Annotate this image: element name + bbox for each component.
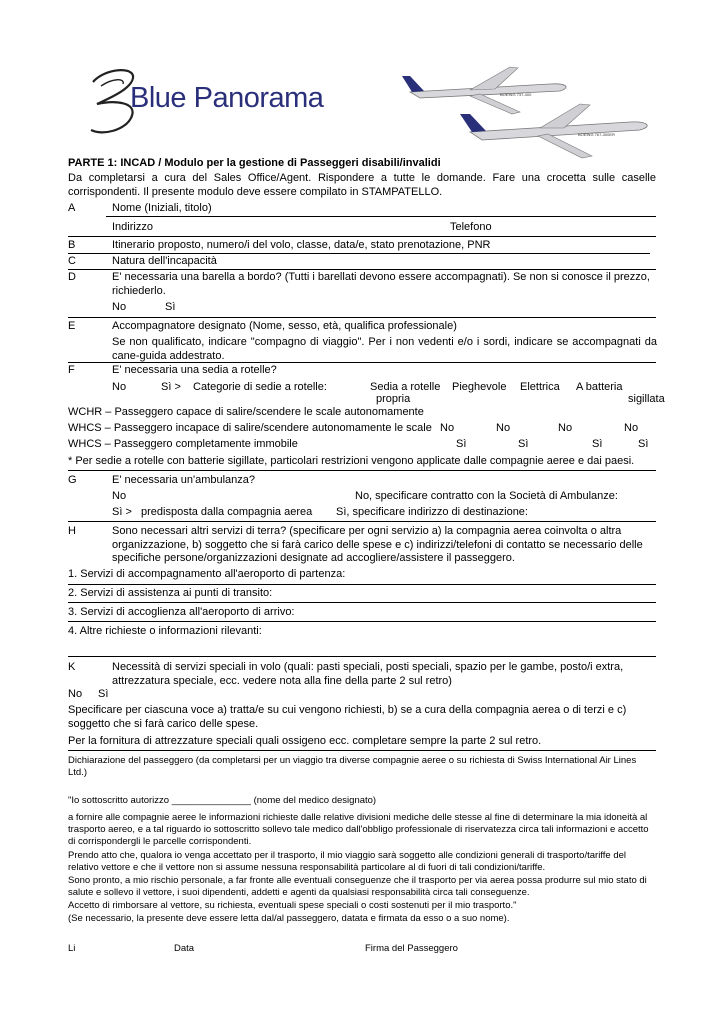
electric-option[interactable]: Elettrica — [520, 381, 560, 393]
own-wheelchair-option-line2: propria — [376, 393, 411, 405]
wchc-label: WHCS – Passeggero completamente immobile — [68, 438, 298, 450]
other-requests-label: 4. Altre richieste o informazioni rilevanti: — [68, 625, 262, 637]
wchc-si-col4[interactable]: Sì — [638, 438, 649, 450]
divider — [68, 750, 656, 751]
inflight-no-option[interactable]: No — [68, 688, 83, 700]
transit-services-label: 2. Servizi di assistenza ai punti di transito: — [68, 587, 273, 599]
section-letter-e: E — [68, 320, 76, 332]
date-label: Data — [174, 943, 195, 954]
form-title: PARTE 1: INCAD / Modulo per la gestione di Passeggeri disabili/invalidi — [68, 157, 441, 169]
wheelchair-no-option[interactable]: No — [112, 381, 127, 393]
transit-services-line[interactable] — [68, 602, 656, 603]
departure-services-line[interactable] — [68, 584, 656, 585]
name-label: Nome (Iniziali, titolo) — [112, 202, 212, 214]
wheelchair-label: E' necessaria una sedia a rotelle? — [112, 364, 277, 376]
wheelchair-categories-label: Categorie di sedie a rotelle: — [193, 381, 327, 393]
phone-label: Telefono — [450, 221, 492, 233]
declaration-authorize: "Io sottoscritto autorizzo _______________ (nome del medico designato) — [68, 795, 377, 806]
section-letter-h: H — [68, 525, 76, 537]
airplane-icon — [460, 96, 660, 166]
stretcher-no-option[interactable]: No — [112, 301, 127, 313]
declaration-paragraph-3: Sono pronto, a mio rischio personale, a far fronte alle eventuali conseguenze che il trasporto per via aerea possa produrre sul mio stato di salute e sollevo il vettore, i suoi dipendenti, addetti e agenti da qualsiasi responsabilità circa tali conseguenze. — [68, 875, 647, 898]
escort-label: Accompagnatore designato (Nome, sesso, età, qualifica professionale) — [112, 320, 457, 332]
stretcher-si-option[interactable]: Sì — [165, 301, 176, 313]
divider — [68, 470, 656, 471]
ambulance-destination-label: Sì, specificare indirizzo di destinazione: — [336, 506, 528, 518]
folding-option[interactable]: Pieghevole — [452, 381, 507, 393]
section-letter-d: D — [68, 271, 76, 283]
own-wheelchair-option[interactable]: Sedia a rotelle — [370, 381, 441, 393]
signature-label: Firma del Passeggero — [365, 943, 458, 954]
section-letter-a: A — [68, 202, 76, 214]
stretcher-label: E' necessaria una barella a bordo? (Tutti i barellati devono essere accompagnati). Se non si conosce il prezzo, richiederlo. — [112, 271, 650, 297]
ambulance-contract-label: No, specificare contratto con la Società di Ambulanze: — [355, 490, 618, 502]
sealed-battery-option[interactable]: A batteria — [576, 381, 623, 393]
whcs-no-col3[interactable]: No — [558, 422, 573, 434]
inflight-services-label: Necessità di servizi speciali in volo (quali: pasti speciali, posti speciali, spazio per le gambe, posto/i extra, attrezzatura speciale, ecc. vedere nota alla fine della parte 2 sul retro) — [112, 661, 624, 687]
departure-services-label: 1. Servizi di accompagnamento all'aeroporto di partenza: — [68, 568, 346, 580]
sealed-battery-option-line2: sigillata — [628, 393, 665, 405]
inflight-specify-note: Specificare per ciascuna voce a) tratta/e su cui vengono richiesti, b) se a cura della compagnia aerea o di terzi e c) soggetto che si farà carico delle spese. — [68, 704, 627, 730]
whcs-no-col4[interactable]: No — [624, 422, 639, 434]
declaration-paragraph-5: (Se necessario, la presente deve essere letta dal/al passeggero, datata e firmata da esso o a suo nome). — [68, 913, 510, 924]
wchc-si-col1[interactable]: Sì — [456, 438, 467, 450]
address-label: Indirizzo — [112, 221, 153, 233]
sealed-battery-note: * Per sedie a rotelle con batterie sigillate, particolari restrizioni vengono applicate dalle compagnie aeree e dai paesi. — [68, 455, 635, 467]
whcs-no-col2[interactable]: No — [496, 422, 511, 434]
name-field-line[interactable] — [106, 216, 656, 217]
svg-text:BOEING 737-400: BOEING 737-400 — [500, 92, 532, 97]
divider — [68, 269, 656, 270]
wchc-si-col3[interactable]: Sì — [592, 438, 603, 450]
divider — [68, 521, 656, 522]
place-label: Li — [68, 943, 76, 954]
divider — [68, 317, 656, 318]
divider — [68, 253, 650, 254]
section-letter-f: F — [68, 364, 75, 376]
arrival-services-line[interactable] — [68, 621, 656, 622]
disability-label: Natura dell'incapacità — [112, 255, 217, 267]
whcs-label: WHCS – Passeggero incapace di salire/scendere autonomamente le scale — [68, 422, 432, 434]
ground-services-label: Sono necessari altri servizi di terra? (specificare per ogni servizio a) la compagnia aerea coinvolta o altra organizzazione, b) soggetto che si farà carico delle spese e c) indirizzi/telefoni di contatto se necessario delle specifiche persone/organizzazioni designate ad accogliere/assistere il passeggero. — [112, 525, 643, 564]
inflight-si-option[interactable]: Sì — [98, 688, 109, 700]
wheelchair-si-option[interactable]: Sì > — [161, 381, 181, 393]
other-requests-line[interactable] — [68, 656, 656, 657]
brand-name: Blue Panorama — [130, 82, 324, 114]
declaration-paragraph-2: Prendo atto che, qualora io venga accettato per il trasporto, il mio viaggio sarà soggetto alle condizioni generali di trasporto/tariffe del relativo vettore e che il vettore non si assume nessuna responsabilità particolare al di fuori di tali condizioni/tariffe. — [68, 850, 627, 873]
declaration-paragraph-4: Accetto di rimborsare al vettore, su richiesta, eventuali spese speciali o costi sostenuti per il mio trasporto." — [68, 900, 517, 911]
divider — [68, 236, 656, 237]
equipment-note: Per la fornitura di attrezzature speciali quali ossigeno ecc. completare sempre la parte 2 sul retro. — [68, 735, 542, 747]
ambulance-airline-label: predisposta dalla compagnia aerea — [141, 506, 313, 518]
section-letter-k: K — [68, 661, 76, 673]
logo — [70, 60, 660, 160]
declaration-title: Dichiarazione del passeggero (da completarsi per un viaggio tra diverse compagnie aeree o su richiesta di Swiss International Air Lines Ltd.) — [68, 755, 637, 778]
form-intro: Da completarsi a cura del Sales Office/Agent. Rispondere a tutte le domande. Fare una crocetta sulle caselle corrispondenti. Il presente modulo deve essere compilato in STAMPATELLO. — [68, 172, 656, 198]
wchc-si-col2[interactable]: Sì — [518, 438, 529, 450]
ambulance-si-option[interactable]: Sì > — [112, 506, 132, 518]
whcs-no-col1[interactable]: No — [440, 422, 455, 434]
ambulance-no-option[interactable]: No — [112, 490, 127, 502]
itinerary-label: Itinerario proposto, numero/i del volo, classe, data/e, stato prenotazione, PNR — [112, 239, 491, 251]
ambulance-label: E' necessaria un'ambulanza? — [112, 474, 256, 486]
escort-note: Se non qualificato, indicare "compagno di viaggio". Per i non vedenti e/o i sordi, indicare se accompagnati da cane-guida addestrato. — [112, 336, 657, 362]
declaration-paragraph-1: a fornire alle compagnie aeree le informazioni richieste dalle relative divisioni mediche delle stesse al fine di determinare la mia idoneità al trasporto aereo, e a tal riguardo io sottoscritto sollevo tale medico dall'obbligo professionale di riservatezza circa tali informazioni e accetto di corrispondergli le parcelle corrispondenti. — [68, 812, 649, 847]
section-letter-g: G — [68, 474, 77, 486]
wchr-label: WCHR – Passeggero capace di salire/scendere le scale autonomamente — [68, 406, 424, 418]
divider — [68, 362, 656, 363]
arrival-services-label: 3. Servizi di accoglienza all'aeroporto di arrivo: — [68, 606, 295, 618]
svg-text:BOEING 767-300ER: BOEING 767-300ER — [578, 132, 615, 137]
section-letter-c: C — [68, 255, 76, 267]
section-letter-b: B — [68, 239, 76, 251]
